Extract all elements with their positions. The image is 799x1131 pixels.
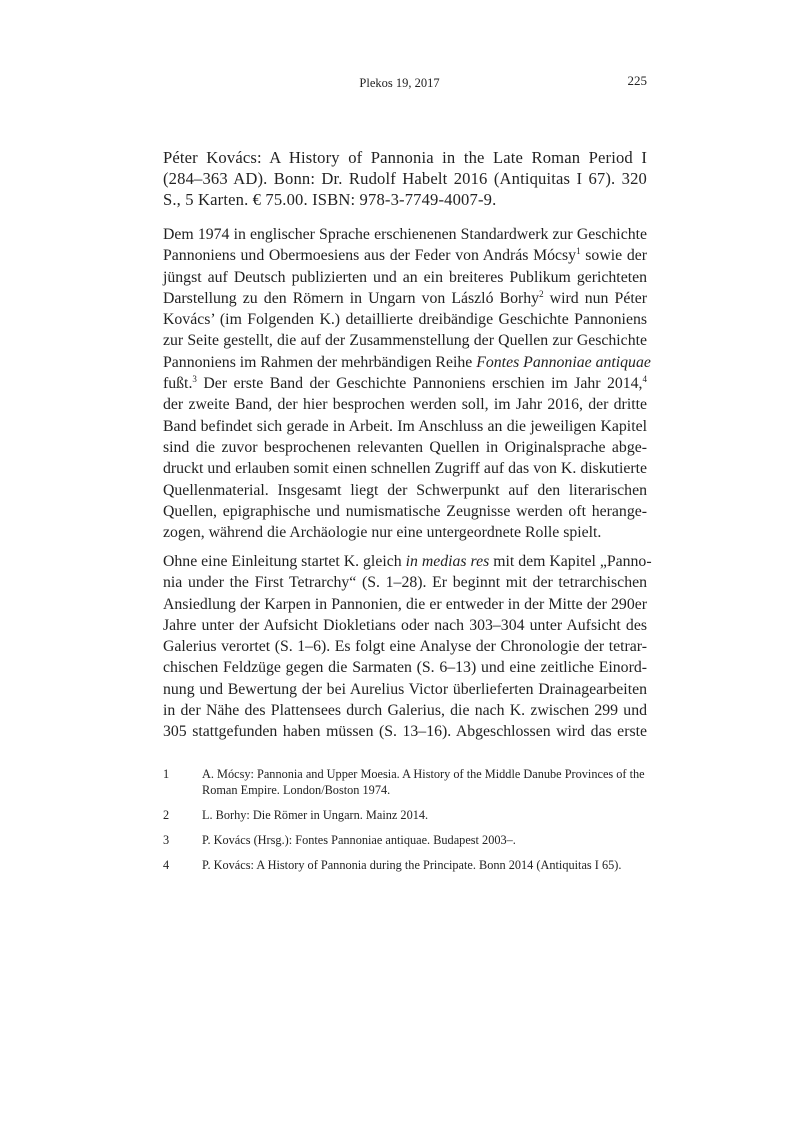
footnote-number: 2 — [163, 808, 170, 822]
text-segment: S., 5 Karten. € 75.00. ISBN: 978-3-7749-4007-9. — [163, 190, 497, 210]
footnote-text: P. Kovács: A History of Pannonia during the Principate. Bonn 2014 (Antiquitas I 65). — [202, 858, 622, 872]
footnote-reference: 4 — [642, 374, 647, 385]
text-segment: Ohne eine Einleitung startet K. gleich — [163, 553, 406, 570]
footnote-reference: 3 — [192, 374, 197, 385]
text-segment: Pannoniens und Obermoesiens aus der Feder von András Mócsy — [163, 247, 577, 265]
text-segment: Quellen, epigraphische und numismatische Zeugnisse werden oft herange- — [163, 502, 647, 520]
text-line — [163, 458, 647, 479]
text-line — [163, 615, 647, 636]
text-segment: sowie der — [580, 247, 647, 265]
text-segment: chischen Feldzüge gegen die Sarmaten (S. 6–13) und eine zeitliche Einord- — [163, 659, 647, 677]
footnote-number: 1 — [163, 767, 170, 781]
footnote-reference: 1 — [576, 246, 581, 257]
page-number: 225 — [627, 73, 647, 88]
footnote-text: A. Mócsy: Pannonia and Upper Moesia. A History of the Middle Danube Provinces of the Roman Empire. London/Boston 1974. — [202, 767, 645, 797]
text-line — [163, 657, 647, 678]
text-line — [163, 416, 647, 437]
text-line — [163, 245, 647, 266]
text-segment: Galerius verortet (S. 1–6). Es folgt eine Analyse der Chronologie der tetrar- — [163, 638, 647, 656]
italic-text: Fontes Pannoniae antiquae — [476, 353, 651, 371]
text-line — [163, 189, 647, 210]
journal-name: Plekos 19, 2017 — [359, 76, 440, 90]
footnote-text: L. Borhy: Die Römer in Ungarn. Mainz 2014. — [202, 808, 429, 822]
footnote-number: 3 — [163, 833, 170, 847]
text-segment: 305 stattgefunden haben müssen (S. 13–16). Abgeschlossen wird das erste — [163, 723, 647, 741]
paragraph-1 — [163, 224, 651, 543]
text-segment: nia under the First Tetrarchy“ (S. 1–28). Er beginnt mit der tetrarchischen — [163, 574, 647, 592]
text-line — [163, 721, 647, 742]
text-line — [163, 522, 647, 543]
text-segment: Pannoniens im Rahmen der mehrbändigen Reihe — [163, 353, 477, 371]
footnote-reference: 2 — [539, 288, 544, 299]
text-line — [163, 551, 652, 572]
text-line — [163, 288, 647, 309]
text-segment: mit dem Kapitel „Panno- — [489, 553, 652, 570]
text-line — [163, 480, 647, 501]
text-line — [163, 572, 647, 593]
text-line — [163, 594, 647, 615]
text-line — [163, 373, 647, 394]
text-segment: in der Nähe des Plattensees durch Galerius, die nach K. zwischen 299 und — [163, 702, 647, 720]
footnote-text: P. Kovács (Hrsg.): Fontes Pannoniae antiquae. Budapest 2003–. — [202, 833, 516, 847]
text-segment: wird nun Péter — [543, 289, 647, 307]
text-line — [163, 394, 647, 415]
text-line — [163, 147, 647, 168]
text-segment: Quellenmaterial. Insgesamt liegt der Schwerpunkt auf den literarischen — [163, 481, 647, 499]
paragraph-2 — [163, 551, 652, 743]
text-segment: fußt. — [163, 375, 193, 393]
text-segment: druckt und erlauben somit einen schnellen Zugriff auf das von K. diskutierte — [163, 460, 647, 478]
text-segment: nung und Bewertung der bei Aurelius Victor überlieferten Drainagearbeiten — [163, 680, 647, 698]
text-line — [163, 330, 647, 351]
text-line — [163, 437, 647, 458]
text-segment: zur Seite gestellt, die auf der Zusammenstellung der Quellen zur Geschichte — [163, 332, 647, 350]
text-segment: Ansiedlung der Karpen in Pannonien, die er entweder in der Mitte der 290er — [163, 595, 647, 613]
text-line — [163, 224, 647, 245]
text-segment: sind die zuvor besprochenen relevanten Quellen in Originalsprache abge- — [163, 438, 647, 456]
text-segment: Péter Kovács: A History of Pannonia in the Late Roman Period I — [163, 148, 647, 167]
text-segment: jüngst auf Deutsch publizierten und an ein breiteres Publikum gerichteten — [163, 268, 647, 286]
text-line — [163, 352, 651, 373]
text-line — [163, 679, 647, 700]
text-segment: (284–363 AD). Bonn: Dr. Rudolf Habelt 2016 (Antiquitas I 67). 320 — [163, 169, 647, 189]
review-title — [163, 147, 647, 211]
text-segment: Kovács’ (im Folgenden K.) detaillierte dreibändige Geschichte Pannoniens — [163, 311, 647, 329]
text-segment: Jahre unter der Aufsicht Diokletians oder nach 303–304 unter Aufsicht des — [163, 616, 647, 634]
text-line — [163, 309, 647, 330]
text-line — [163, 501, 647, 522]
text-line — [163, 700, 647, 721]
text-line — [163, 168, 647, 189]
italic-text: in medias res — [405, 553, 490, 570]
footnote-number: 4 — [163, 858, 170, 872]
text-segment: zogen, während die Archäologie nur eine untergeordnete Rolle spielt. — [163, 524, 602, 542]
text-segment: Der erste Band der Geschichte Pannoniens erschien im Jahr 2014, — [196, 375, 643, 393]
text-segment: Darstellung zu den Römern in Ungarn von László Borhy — [163, 289, 540, 307]
text-segment: Band befindet sich gerade in Arbeit. Im Anschluss an die jeweiligen Kapitel — [163, 417, 647, 435]
text-line — [163, 636, 647, 657]
text-segment: der zweite Band, der hier besprochen werden soll, im Jahr 2016, der dritte — [163, 396, 647, 414]
text-segment: Dem 1974 in englischer Sprache erschienenen Standardwerk zur Geschichte — [163, 226, 647, 243]
text-line — [163, 267, 647, 288]
